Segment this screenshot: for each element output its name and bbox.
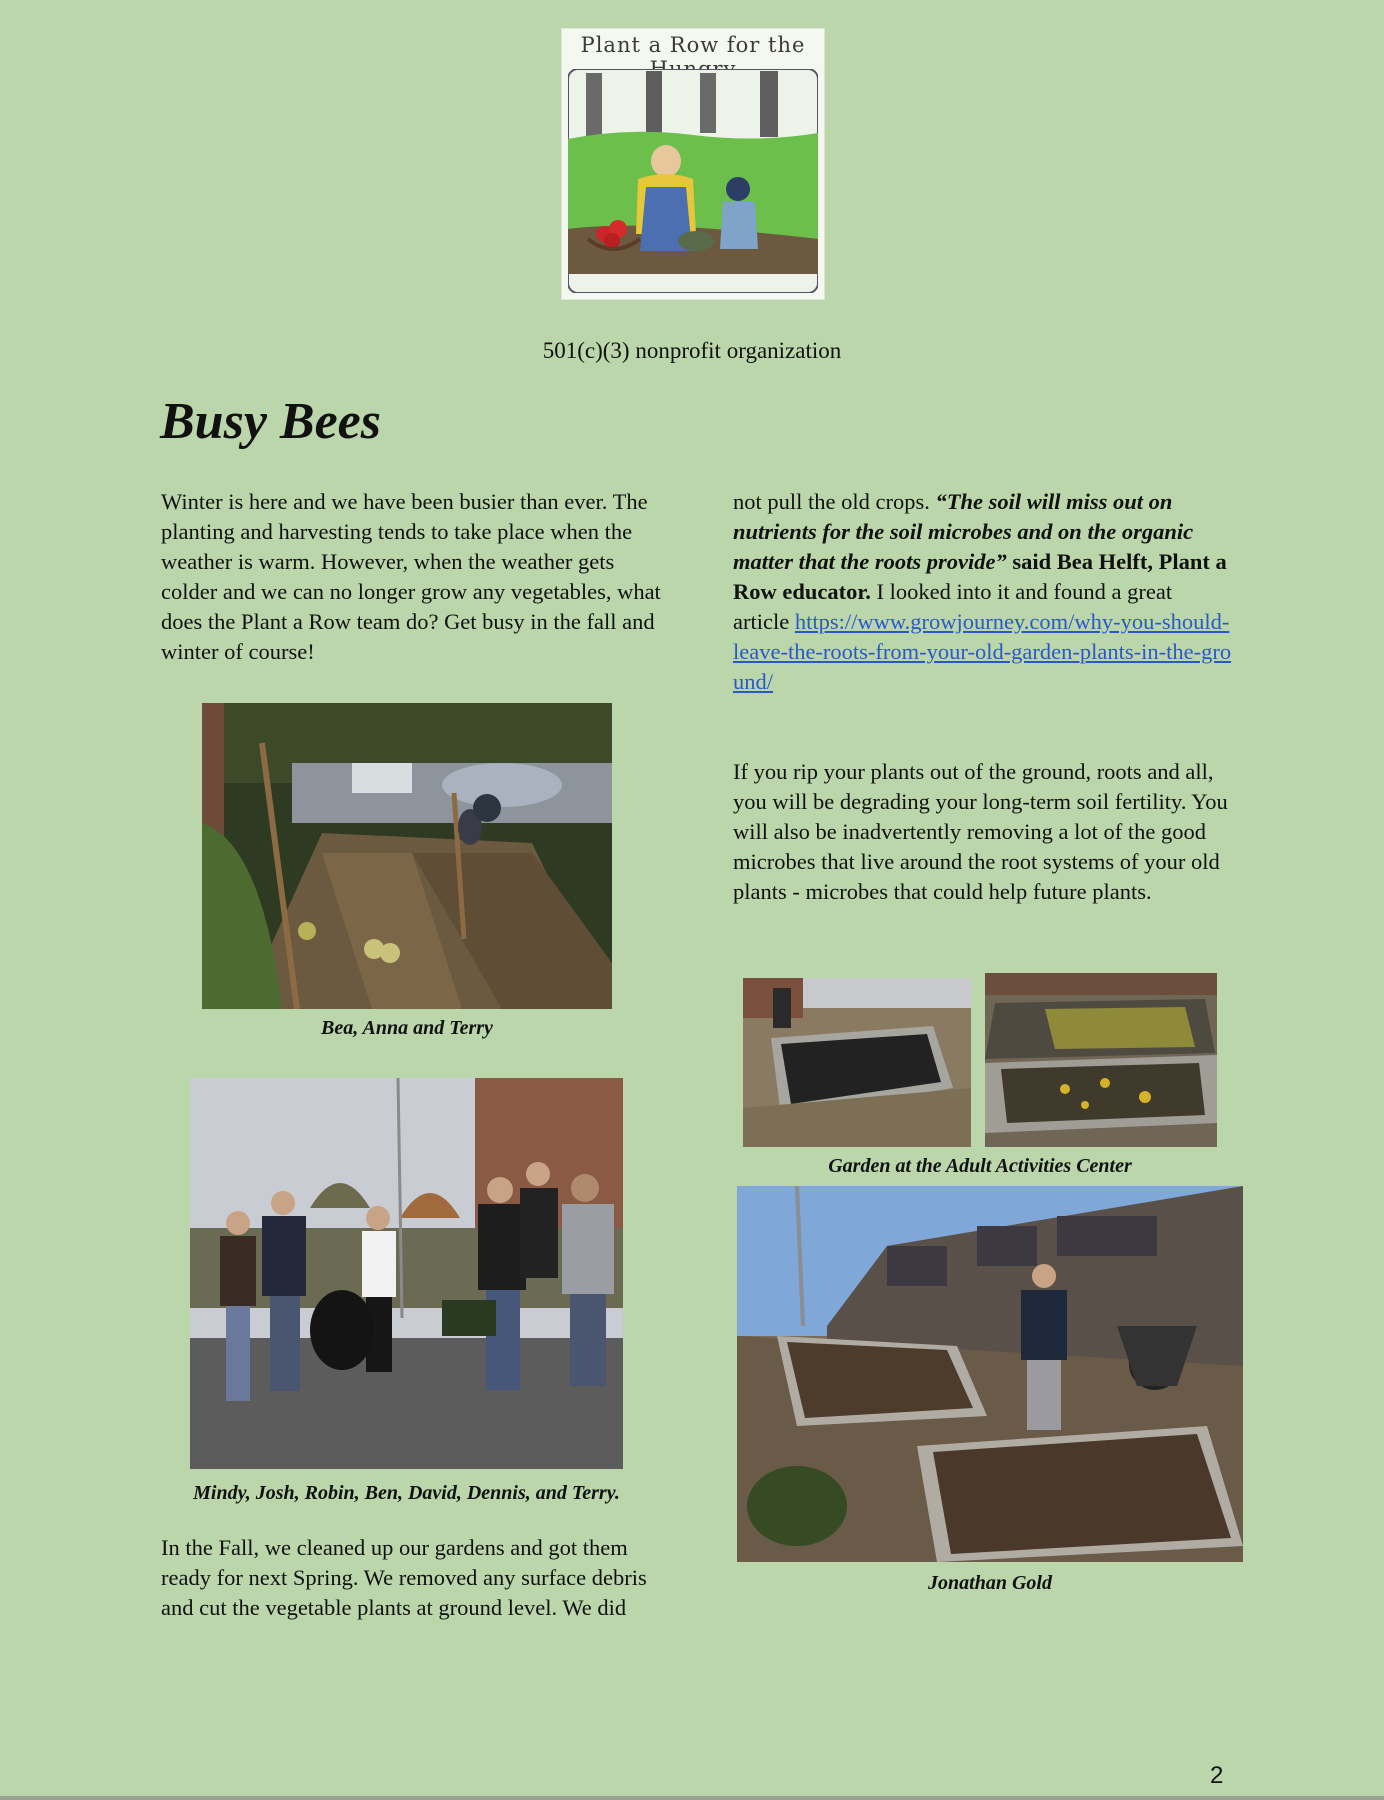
article-intro: I looked into it and found a great article [733, 579, 1173, 634]
photo-jonathan-gold [737, 1186, 1243, 1562]
photo-raised-bed-leaves [985, 973, 1217, 1147]
logo-illustration [568, 69, 818, 293]
caption-adult-activities-center: Garden at the Adult Activities Center [828, 1155, 1132, 1177]
caption-jonathan-gold: Jonathan Gold [928, 1572, 1052, 1594]
caption-bea-anna-terry: Bea, Anna and Terry [321, 1017, 493, 1039]
caption-volunteers-group: Mindy, Josh, Robin, Ben, David, Dennis, and Terry. [193, 1482, 620, 1504]
growjourney-article-link[interactable]: https://www.growjourney.com/why-you-should-leave-the-roots-from-your-old-garden-plants-in-the-ground/ [733, 609, 1232, 694]
bea-helft-quote: “The soil will miss out on nutrients for the soil microbes and on the organic matter that the roots provide” [733, 489, 1194, 574]
logo-title: Plant a Row for the [580, 33, 806, 57]
photo-raised-bed-dark [743, 978, 971, 1147]
photo-bea-anna-terry [202, 703, 612, 1009]
quote-lead-in: not pull the old crops. [733, 489, 936, 514]
soil-quote-paragraph [733, 487, 1233, 697]
bottom-rule [0, 1796, 1384, 1800]
photo-volunteers-group [190, 1078, 623, 1469]
intro-paragraph: Winter is here and we have been busier than ever. The planting and harvesting tends to take place when the weather is warm. However, when the weather gets colder and we can no longer grow any vegetables, what does the Plant a Row team do? Get busy in the fall and winter of course! [161, 489, 661, 664]
page-title: Busy Bees [160, 393, 381, 450]
org-status: 501(c)(3) nonprofit organization [542, 338, 842, 363]
logo [561, 28, 825, 300]
fall-cleanup-paragraph: In the Fall, we cleaned up our gardens and got them ready for next Spring. We removed any surface debris and cut the vegetable plants at ground level. We did [161, 1535, 647, 1620]
page-number: 2 [1210, 1762, 1224, 1789]
quote-attribution: said Bea Helft, Plant a Row educator. [733, 549, 1227, 604]
soil-fertility-paragraph: If you rip your plants out of the ground, roots and all, you will be degrading your long-term soil fertility. You will also be inadvertently removing a lot of the good microbes that live around the root systems of your old plants - microbes that could help future plants. [733, 759, 1228, 904]
